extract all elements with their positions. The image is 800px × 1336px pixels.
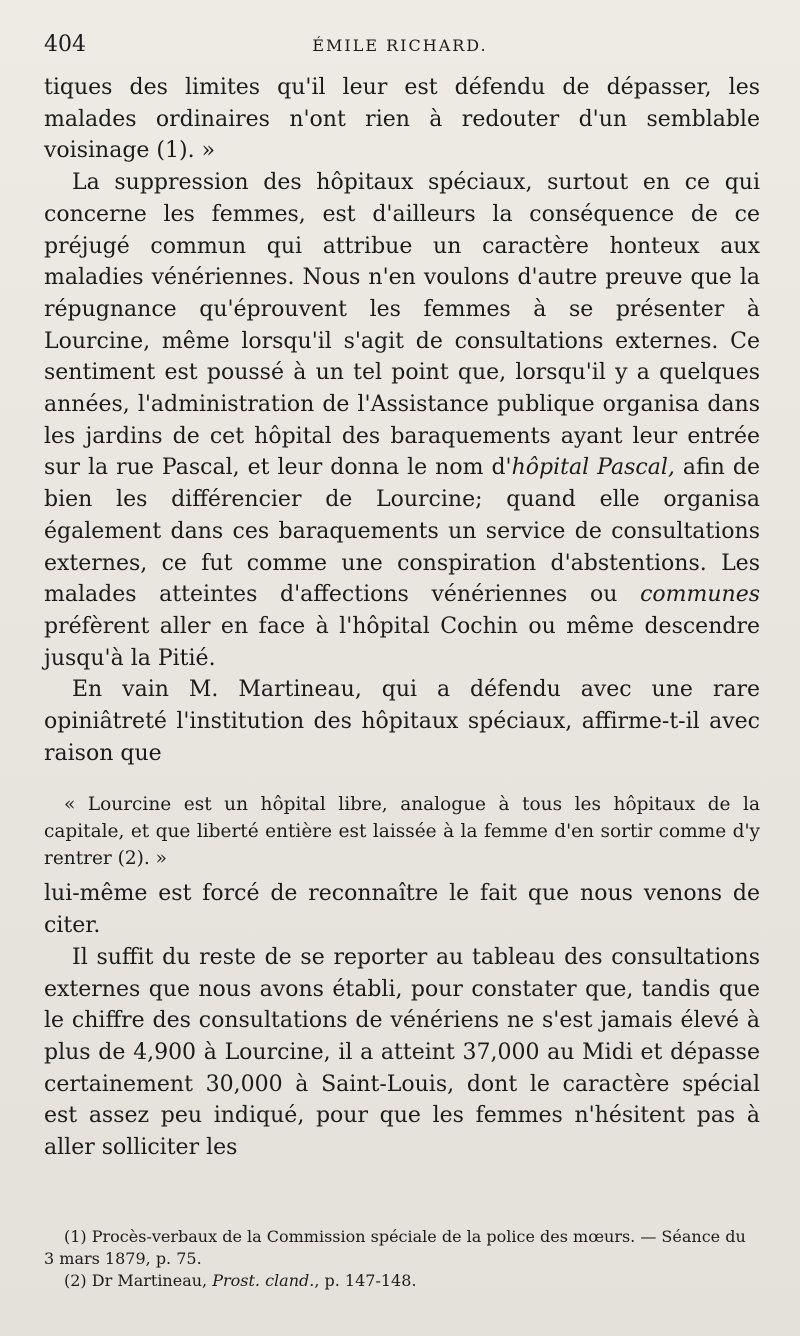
- paragraph-2-end: préfèrent aller en face à l'hôpital Cochin ou même descendre jusqu'à la Pitié.: [44, 613, 760, 671]
- running-head: ÉMILE RICHARD.: [312, 36, 488, 55]
- paragraph-4: lui-même est forcé de reconnaître le fait que nous venons de citer.: [44, 881, 760, 939]
- paragraph-2-text: La suppression des hôpitaux spéciaux, surtout en ce qui concerne les femmes, est d'ailleurs la conséquence de ce préjugé commun qui attribue un caractère honteux aux maladies vénériennes. Nous n'en voulons d'autre preuve que la répugnance qu'éprouvent les femmes à se présenter à Lourcine, même lorsqu'il s'agit de consultations externes. Ce sentiment est poussé à un tel point que, lorsqu'il y a quelques années, l'administration de l'Assistance publique organisa dans les jardins de cet hôpital des baraquements ayant leur entrée sur la rue Pascal, et leur donna le nom d': [44, 170, 760, 481]
- footnote-2-text: (2) Dr Martineau,: [64, 1271, 213, 1290]
- paragraph-2: [44, 167, 760, 674]
- footnotes: [44, 1226, 760, 1292]
- footnote-2-end: , p. 147-148.: [314, 1271, 417, 1290]
- paragraph-3: En vain M. Martineau, qui a défendu avec une rare opiniâtreté l'institution des hôpitaux spéciaux, affirme-t-il avec raison que: [44, 677, 760, 766]
- page-number: 404: [44, 32, 86, 57]
- footnote-2-italic: Prost. cland.: [212, 1271, 315, 1290]
- page-header: [44, 32, 756, 62]
- footnote-1: (1) Procès-verbaux de la Commission spéciale de la police des mœurs. — Séance du 3 mars 1879, p. 75.: [44, 1227, 746, 1268]
- body-text: [44, 72, 760, 1164]
- paragraph-2-continued: afin de bien les différencier de Lourcine; quand elle organisa également dans ces baraquements un service de consultations externes, ce fut comme une conspiration d'abstentions. Les malades atteintes d'affections vénériennes ou: [44, 455, 760, 608]
- paragraph-1: tiques des limites qu'il leur est défendu de dépasser, les malades ordinaires n'ont rien à redouter d'un semblable voisinage (1). »: [44, 75, 760, 164]
- footnote-2: [44, 1270, 760, 1292]
- paragraph-5: Il suffit du reste de se reporter au tableau des consultations externes que nous avons établi, pour constater que, tandis que le chiffre des consultations de vénériens ne s'est jamais élevé à plus de 4,900 à Lourcine, il a atteint 37,000 au Midi et dépasse certainement 30,000 à Saint-Louis, dont le caractère spécial est assez peu indiqué, pour que les femmes n'hésitent pas à aller solliciter les: [44, 944, 760, 1161]
- italic-hopital-pascal: hôpital Pascal,: [511, 455, 675, 481]
- italic-communes: communes: [640, 582, 760, 608]
- block-quote: « Lourcine est un hôpital libre, analogue à tous les hôpitaux de la capitale, et que liberté entière est laissée à la femme d'en sortir comme d'y rentrer (2). »: [44, 794, 760, 870]
